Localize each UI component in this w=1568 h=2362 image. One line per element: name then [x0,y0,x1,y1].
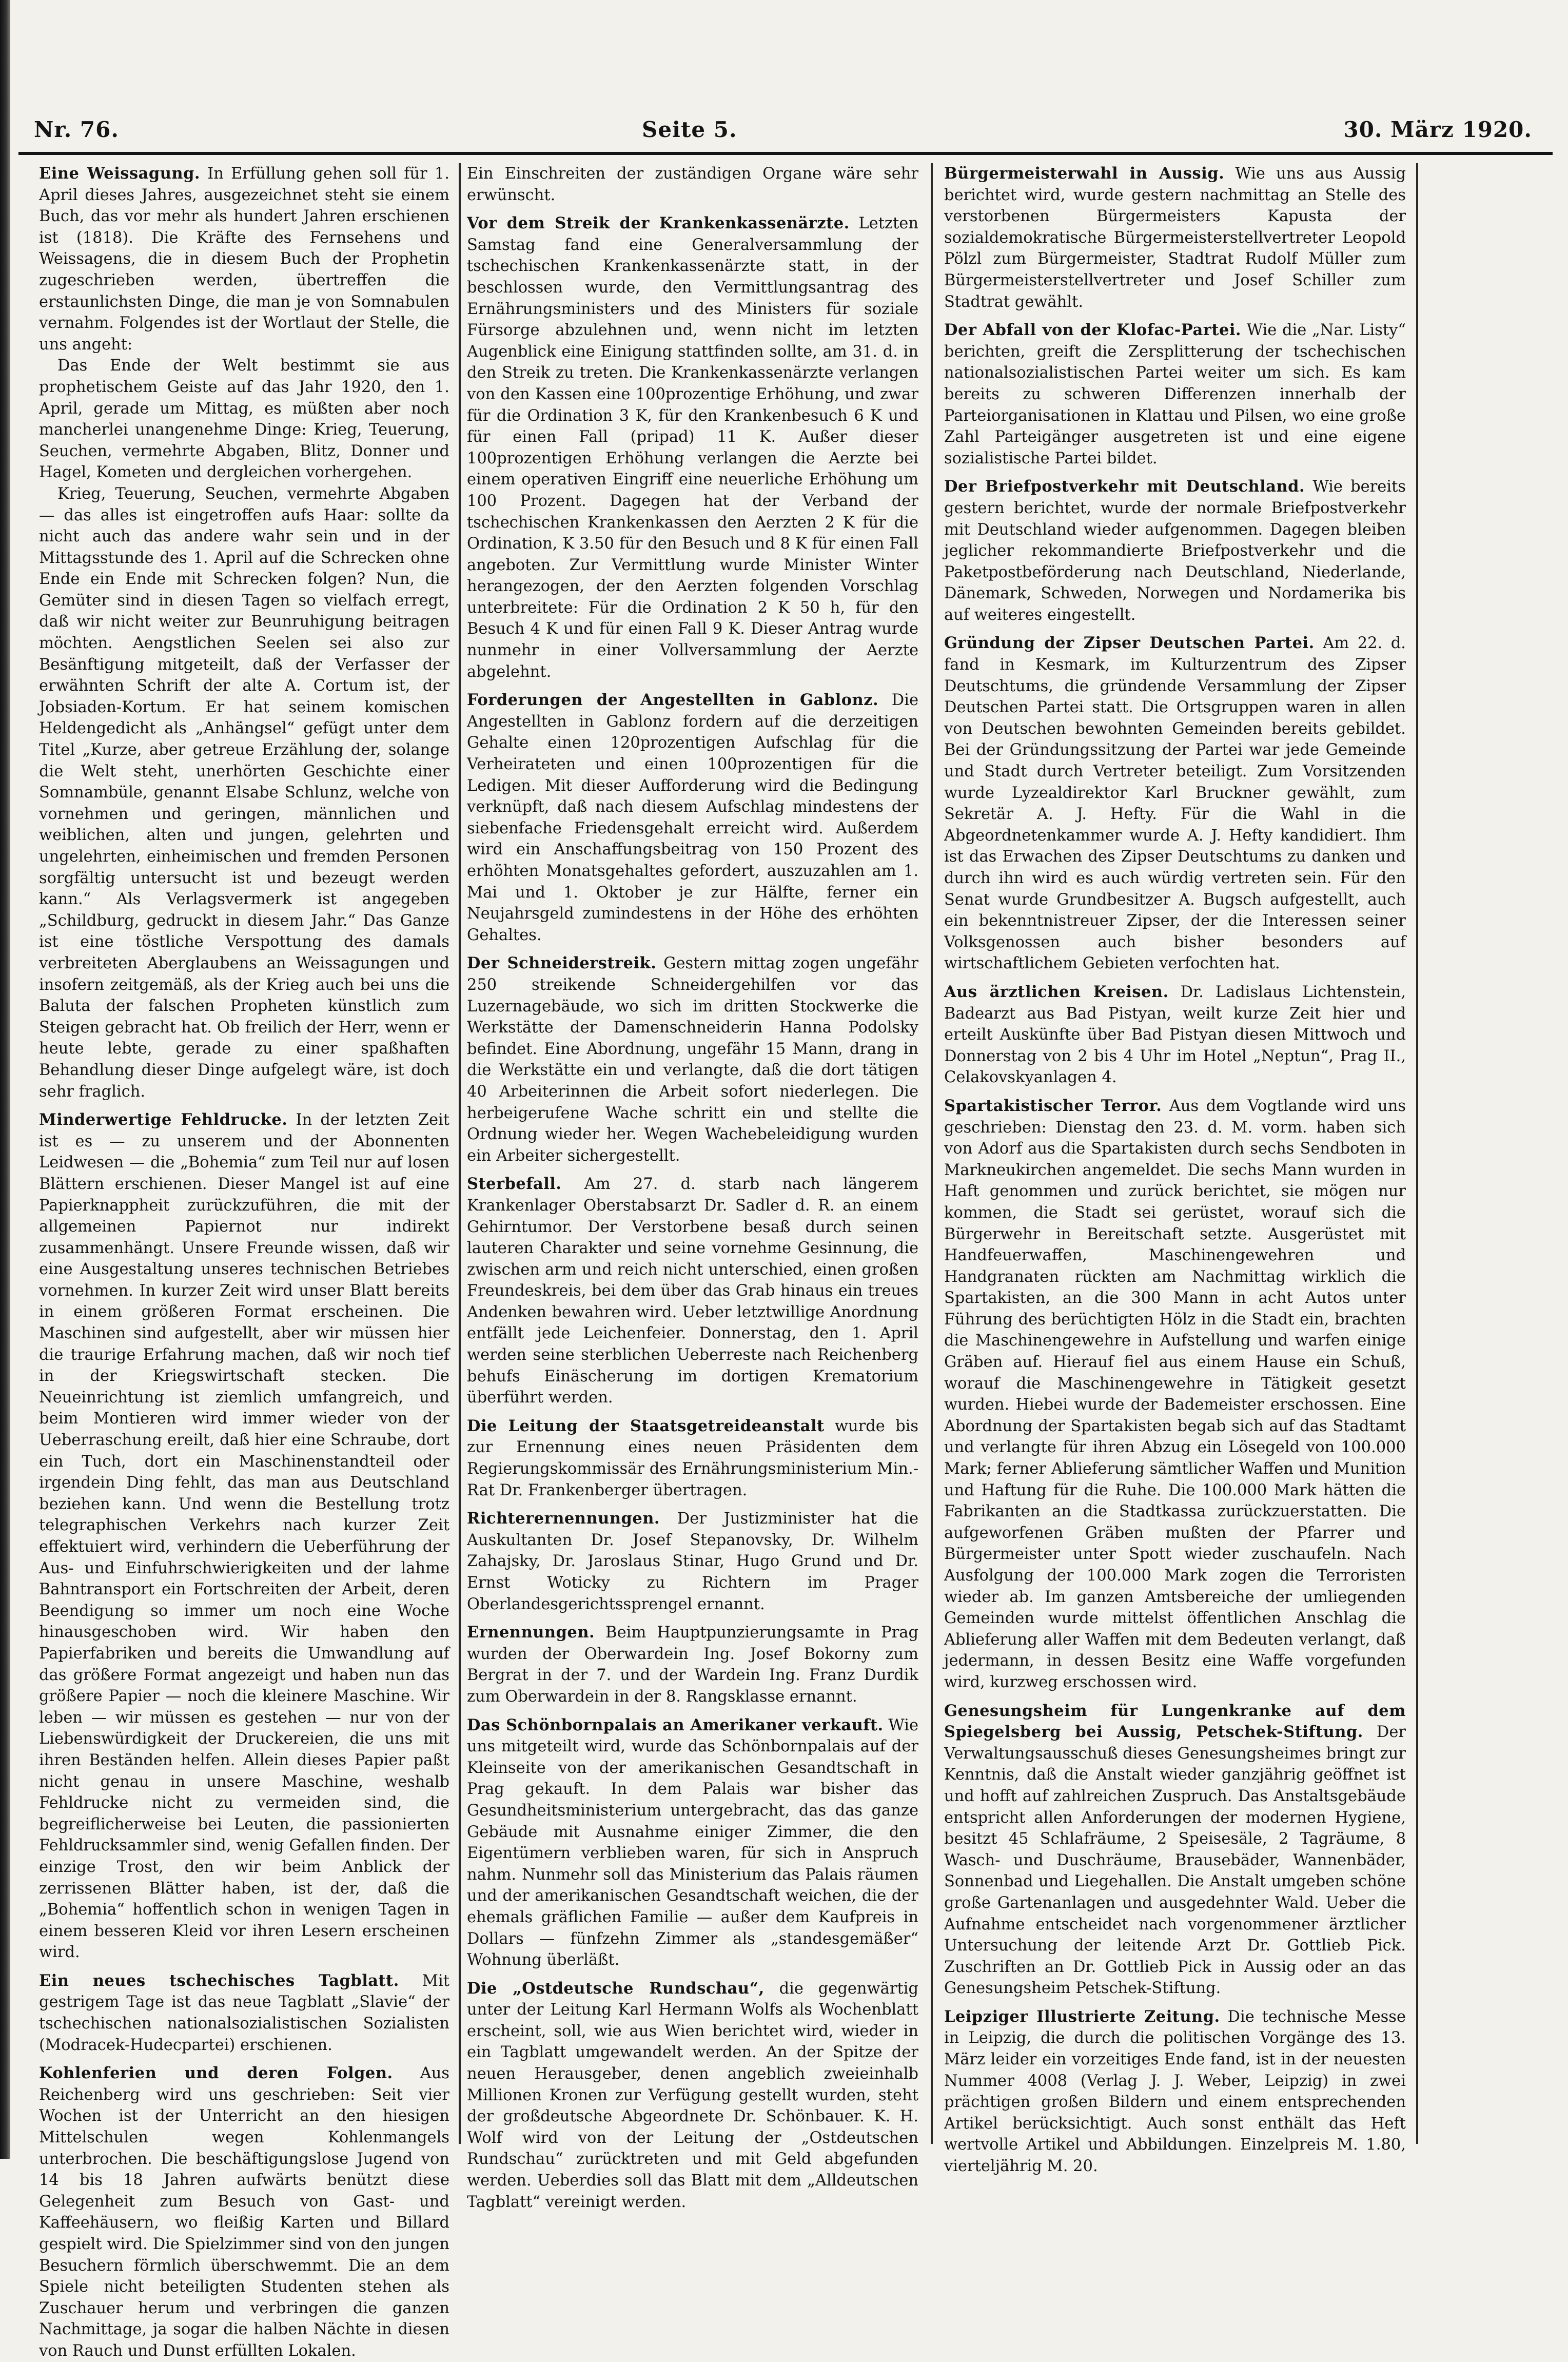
article-paragraph [39,163,449,355]
column-rule [1416,163,1418,2144]
article-text: Mit gestrigem Tage ist das neue Tagblatt „Slavie“ der tschechischen nationalsozialistischen Sozialisten (Modracek-Hudecpartei) erschienen. [39,1971,449,2054]
article-text: Ein Einschreiten der zuständigen Organe wäre sehr erwünscht. [467,165,918,204]
article-paragraph [944,163,1406,313]
article-headline: Die Leitung der Staatsgetreideanstalt [467,1416,825,1435]
article-headline: Leipziger Illustrierte Zeitung. [944,2007,1220,2026]
binding-edge [0,0,10,2159]
article-headline: Aus ärztlichen Kreisen. [944,982,1169,1001]
article-headline: Spartakistischer Terror. [944,1096,1162,1115]
article [467,163,918,206]
article-headline: Sterbefall. [467,1175,562,1194]
article-text: Aus Reichenberg wird uns geschrieben: Seit vier Wochen ist der Unterricht an den hiesigen Mittelschulen wegen Kohlenmangels unterbrochen. Die beschäftigungslose Jugend von 14 bis 18 Jahren aufwärts benützt diese Gelegenheit zum Besuch von Gast- und Kaffeehäusern, wo fleißig Karten und Billard gespielt wird. Die Spielzimmer sind von den jungen Besuchern förmlich überschwemmt. Die an dem Spiele nicht beteiligten Studenten stehen als Zuschauer herum und verbringen die ganzen Nachmittage, ja sogar die halben Nächte in diesen von Rauch und Dunst erfüllten Lokalen. [39,2064,449,2360]
article-headline: Eine Weissagung. [39,164,201,183]
article-headline: Der Schneiderstreik. [467,954,657,973]
article-paragraph [944,476,1406,626]
article-headline: Forderungen der Angestellten in Gablonz. [467,691,879,710]
article-paragraph [944,633,1406,974]
article [467,1508,918,1615]
page-number: Seite 5. [642,117,737,142]
article [944,1701,1406,1999]
article-paragraph [39,355,449,483]
article-headline: Bürgermeisterwahl in Aussig. [944,164,1225,183]
article-text: Beim Hauptpunzierungsamte in Prag wurden der Oberwardein Ing. Josef Bokorny zum Bergrat in der 7. und der Wardein Ing. Franz Durdik zum Oberwardein in der 8. Rangsklasse ernannt. [467,1624,918,1706]
article [467,1622,918,1707]
column-2 [467,163,918,2211]
columns [18,163,1553,2360]
article-text: Gestern mittag zogen ungefähr 250 streikende Schneidergehilfen vor das Luzernagebäude, wo sich im dritten Stockwerke die Werkstätte der Damenschneiderin Hanna Podolsky befindet. Eine Abordnung, ungefähr 15 Mann, drang in die Werkstätte ein und verlangte, daß die dort tätigen 40 Arbeiterinnen die Arbeit sofort niederlegen. Die herbeigerufene Wache schritt ein und stellte die Ordnung wieder her. Wegen Wachebeleidigung wurden ein Arbeiter sichergestellt. [467,954,918,1165]
column-4 [1426,163,1553,2144]
article [467,953,918,1166]
article-text: Am 27. d. starb nach längerem Krankenlager Oberstabsarzt Dr. Sadler d. R. an einem Gehirntumor. Der Verstorbene besaß durch seinen lauteren Charakter und seine vornehme Gesinnung, die zwischen arm und reich nicht unterschied, einen großen Freundeskreis, bei dem über das Grab hinaus ein treues Andenken bewahren wird. Ueber letztwillige Anordnung entfällt jede Leichenfeier. Donnerstag, den 1. April werden seine sterblichen Ueberreste nach Reichenberg behufs Einäscherung im dortigen Krematorium überführt werden. [467,1175,918,1407]
article-paragraph [944,1096,1406,1693]
article [944,1096,1406,1693]
article [467,1978,918,2213]
article-text: Am 22. d. fand in Kesmark, im Kulturzentrum des Zipser Deutschtums, die gründende Versammlung der Zipser Deutschen Partei statt. Die Ortsgruppen waren in allen von Deutschen bewohnten Gemeinden bereits gebildet. Bei der Gründungssitzung der Partei war jede Gemeinde und Stadt durch Vertreter beteiligt. Zum Vorsitzenden wurde Lyzealdirektor Karl Bruckner gewählt, zum Sekretär A. J. Hefty. Für die Wahl in die Abgeordnetenkammer wurde A. J. Hefty kandidiert. Ihm ist das Erwachen des Zipser Deutschtums zu danken und durch ihn wird es auch würdig vertreten sein. Für den Senat wurde Grundbesitzer A. Bugsch aufgestellt, auch ein bekenntnistreuer Zipser, der die Interessen seiner Volksgenossen auch bisher besonders auf wirtschaftlichem Gebieten verfochten hat. [944,634,1406,973]
article-text: Wie bereits gestern berichtet, wurde der normale Briefpostverkehr mit Deutschland wieder aufgenommen. Dagegen bleiben jeglicher rekommandierte Briefpostverkehr und die Paketpostbeförderung nach Deutschland, Niederlande, Dänemark, Schweden, Norwegen und Nordamerika bis auf weiteres eingestellt. [944,478,1406,624]
article [39,1970,449,2056]
article-paragraph [944,1701,1406,1999]
article-headline: Richterernennungen. [467,1509,660,1528]
article [467,1174,918,1409]
article-paragraph [467,1622,918,1707]
article-paragraph [944,320,1406,469]
column-1 [39,163,450,2360]
article-paragraph [467,1715,918,1971]
article-text: Der Justizminister hat die Auskultanten Dr. Josef Stepanovsky, Dr. Wilhelm Zahajsky, Dr. Jaroslaus Stinar, Hugo Grund und Dr. Ernst Woticky zu Richtern im Prager Oberlandesgerichtssprengel ernannt. [467,1510,918,1613]
article-text: Letzten Samstag fand eine Generalversammlung der tschechischen Krankenkassenärzte statt, in der beschlossen wurde, den Vermittlungsantrag des Ernährungsministers und des Ministers für soziale Fürsorge abzulehnen und, wenn nicht im letzten Augenblick eine Einigung stattfinden sollte, am 31. d. in den Streik zu treten. Die Krankenkassenärzte verlangen von den Kassen eine 100prozentige Erhöhung, und zwar für die Ordination 3 K, für den Krankenbesuch 6 K und für einen Fall (pripad) 11 K. Außer dieser 100prozentigen Erhöhung verlangen die Aerzte bei einem operativen Eingriff eine neuerliche Erhöhung um 100 Prozent. Dagegen hat der Verband der tschechischen Krankenkassen den Aerzten 2 K für die Ordination, K 3.50 für den Besuch und 8 K für einen Fall angeboten. Zur Vermittlung wurde Minister Winter herangezogen, der den Aerzten folgenden Vorschlag unterbreitete: Für die Ordination 2 K 50 h, für den Besuch 4 K und für einen Fall 9 K. Dieser Antrag wurde nunmehr in einer Vollversammlung der Aerzte abgelehnt. [467,214,918,681]
article-headline: Genesungsheim für Lungenkranke auf dem Spiegelsberg bei Aussig, Petschek-Stiftung. [944,1701,1406,1742]
article [39,163,449,1102]
column-rule [931,163,933,2144]
article-text: Wie die „Nar. Listy“ berichten, greift die Zersplitterung der tschechischen nationalsozialistischen Partei weiter um sich. Es kam bereits zu schweren Differenzen innerhalb der Parteiorganisationen in Klattau und Pilsen, wo eine große Zahl Parteigänger ausgetreten ist und eine eigene sozialistische Partei bildet. [944,321,1406,467]
article [944,633,1406,974]
article-paragraph [39,1109,449,1963]
article-text: Die Angestellten in Gablonz fordern auf die derzeitigen Gehalte einen 120prozentigen Aufschlag für die Verheirateten und einen 100prozentigen für die Ledigen. Mit dieser Aufforderung wird die Bedingung verknüpft, daß nach diesem Aufschlag mindestens der siebenfache Friedensgehalt erreicht wird. Außerdem wird ein Anschaffungsbeitrag von 150 Prozent des erhöhten Monatsgehaltes gefordert, auszuzahlen am 1. Mai und 1. Oktober je zur Hälfte, ferner ein Neujahrsgeld zumindestens in der Höhe des erhöhten Gehaltes. [467,691,918,944]
article-paragraph [39,483,449,1102]
article-text: Wie uns aus Aussig berichtet wird, wurde gestern nachmittag an Stelle des verstorbenen Bürgermeisters Kapusta der sozialdemokratische Bürgermeisterstellvertreter Leopold Pölzl zum Bürgermeister, Stadtrat Rudolf Müller zum Bürgermeisterstellvertreter und Josef Schiller zum Stadtrat gewählt. [944,165,1406,311]
article-text: Krieg, Teuerung, Seuchen, vermehrte Abgaben — das alles ist eingetroffen aufs Haar: sollte da nicht auch das andere wahr sein und in der Mittagsstunde des 1. April auf die Schrecken ohne Ende ein Ende mit Schrecken folgen? Nun, die Gemüter sind in diesen Tagen so vielfach erregt, daß wir nicht weiter zur Beunruhigung beitragen möchten. Aengstlichen Seelen sei also zur Besänftigung mitgeteilt, daß der Verfasser der erwähnten Schrift der alte A. Cortum ist, der Jobsiaden-Kortum. Er hat seinem komischen Heldengedicht als „Anhängsel“ gefügt unter dem Titel „Kurze, aber getreue Erzählung der, solange die Welt steht, unerhörten Geschichte einer Somnambüle, genannt Elsabe Schlunz, welche von vornehmen und geringen, männlichen und weiblichen, alten und jungen, gelehrten und ungelehrten, einheimischen und fremden Personen sorgfältig untersucht ist und bezeugt werden kann.“ Als Verlagsvermerk ist angegeben „Schildburg, gedruckt in diesem Jahr.“ Das Ganze ist eine töstliche Verspottung des damals verbreiteten Aberglaubens an Weissagungen und insofern zeitgemäß, als der Krieg auch bei uns die Baluta der falschen Propheten künstlich zum Steigen gebracht hat. Ob freilich der Herr, wenn er heute lebte, gerade zu einer spaßhaften Behandlung dieser Dinge aufgelegt wäre, ist doch sehr fraglich. [39,484,449,1101]
article [944,163,1406,313]
article [467,1416,918,1501]
column-rule [459,163,461,2144]
header-rule [18,152,1553,155]
article-paragraph [944,2006,1406,2177]
article-text: Dr. Ladislaus Lichtenstein, Badearzt aus Bad Pistyan, weilt kurze Zeit hier und erteilt Auskünfte über Bad Pistyan diesen Mittwoch und Donnerstag von 2 bis 4 Uhr im Hotel „Neptun“, Prag II., Celakovskyanlagen 4. [944,983,1406,1087]
article [39,2063,449,2361]
article-headline: Der Briefpostverkehr mit Deutschland. [944,477,1305,496]
article-headline: Ernennungen. [467,1623,595,1642]
article-text: Wie uns mitgeteilt wird, wurde das Schönbornpalais auf der Kleinseite von der amerikanischen Gesandtschaft in Prag gekauft. In dem Palais war bisher das Gesundheitsministerium untergebracht, das das ganze Gebäude mit Ausnahme einiger Zimmer, die den Eigentümern verblieben waren, für sich in Anspruch nahm. Nunmehr soll das Ministerium das Palais räumen und der amerikanischen Gesandtschaft weichen, die der ehemals gräflichen Familie — außer dem Kaufpreis in Dollars — fünfzehn Zimmer als „standesgemäßer“ Wohnung überläßt. [467,1716,918,1969]
article-text: Der Verwaltungsausschuß dieses Genesungsheimes bringt zur Kenntnis, daß die Anstalt wieder ganzjährig geöffnet ist und hofft auf zahlreichen Zuspruch. Das Anstaltsgebäude entspricht allen Anforderungen der modernen Hygiene, besitzt 45 Schlafräume, 2 Speisesäle, 2 Tagräume, 8 Wasch- und Duschräume, Brausebäder, Wannenbäder, Sonnenbad und Liegehallen. Die Anstalt umgeben schöne große Gartenanlagen und ausgedehnter Wald. Ueber die Aufnahme entscheidet nach vorgenommener ärztlicher Untersuchung der leitende Arzt Dr. Gottlieb Pick. Zuschriften an Dr. Gottlieb Pick in Aussig oder an das Genesungsheim Petschek-Stiftung. [944,1723,1406,1998]
article [944,320,1406,469]
column-3 [944,163,1406,2176]
article-paragraph [467,1508,918,1615]
article-paragraph [467,163,918,206]
article-paragraph [944,982,1406,1088]
article-text: In Erfüllung gehen soll für 1. April dieses Jahres, ausgezeichnet steht sie einem Buch, das vor mehr als hundert Jahren erschienen ist (1818). Die Kräfte des Fernsehens und Weissagens, die in diesem Buch der Prophetin zugeschrieben werden, übertreffen die erstaunlichsten Dinge, die man je von Somnabulen vernahm. Folgendes ist der Wortlaut der Stelle, die uns angeht: [39,165,450,354]
article [944,2006,1406,2177]
article-text: Das Ende der Welt bestimmt sie aus prophetischem Geiste auf das Jahr 1920, den 1. April, gerade um Mittag, es müßten aber noch mancherlei unangenehme Dinge: Krieg, Teuerung, Seuchen, vermehrte Abgaben, Blitz, Donner und Hagel, Kometen und dergleichen vorhergehen. [39,357,449,482]
article-headline: Das Schönbornpalais an Amerikaner verkauft. [467,1715,884,1734]
article-paragraph [467,1174,918,1409]
article-headline: Minderwertige Fehldrucke. [39,1110,288,1129]
article-paragraph [467,1416,918,1501]
article-headline: Ein neues tschechisches Tagblatt. [39,1971,399,1990]
article-text: Aus dem Vogtlande wird uns geschrieben: Dienstag den 23. d. M. vorm. haben sich von Adorf aus die Spartakisten durch sechs Sendboten in Markneukirchen angemeldet. Die sechs Mann wurden in Haft genommen und zurück berichtet, sie mögen nur kommen, die Stadt sei gerüstet, worauf sich die Bürgerwehr in Bereitschaft setzte. Ausgerüstet mit Handfeuerwaffen, Maschinengewehren und Handgranaten rückten am Nachmittag wirklich die Spartakisten, an die 300 Mann in acht Autos unter Führung des berüchtigten Hölz in die Stadt ein, brachten die Maschinengewehre in Aufstellung und warfen einige Gräben auf. Hierauf fiel aus einem Hause ein Schuß, worauf die Maschinengewehre in Tätigkeit gesetzt wurden. Hiebei wurde der Bademeister erschossen. Eine Abordnung der Spartakisten begab sich auf das Stadtamt und verlangte für ihren Abzug ein Lösegeld von 100.000 Mark; ferner Ablieferung sämtlicher Waffen und Munition und Haftung für die Ruhe. Die 100.000 Mark hätten die Fabrikanten an die Stadtkassa zurückzuerstatten. Die aufgeworfenen Gräben mußten der Pfarrer und Bürgermeister unter Spott wieder zuschaufeln. Nach Ausfolgung der 100.000 Mark zogen die Terroristen wieder ab. Im ganzen Amtsbereiche der umliegenden Gemeinden wurde mittelst öffentlichen Anschlag die Ablieferung aller Waffen mit dem Bedeuten verlangt, daß jedermann, in dessen Besitz eine Waffe vorgefunden wird, kurzweg erschossen wird. [944,1097,1406,1691]
article-text: Die technische Messe in Leipzig, die durch die politischen Vorgänge des 13. März leider ein vorzeitiges Ende fand, ist in der neuesten Nummer 4008 (Verlag J. J. Weber, Leipzig) in zwei prächtigen großen Bildern und einem entsprechenden Artikel berücksichtigt. Auch sonst enthält das Heft wertvolle Artikel und Abbildungen. Einzelpreis M. 1.80, vierteljährig M. 20. [944,2007,1406,2176]
article [467,213,918,682]
article-headline: Der Abfall von der Klofac-Partei. [944,321,1242,340]
newspaper-page [18,0,1553,2360]
article [944,476,1406,626]
article-paragraph [467,213,918,682]
article [944,982,1406,1088]
article-headline: Vor dem Streik der Krankenkassenärzte. [467,214,850,233]
article-paragraph [467,953,918,1166]
article-text: die gegenwärtig unter der Leitung Karl Hermann Wolfs als Wochenblatt erscheint, soll, wie aus Wien berichtet wird, wieder in ein Tagblatt umgewandelt werden. An der Spitze der neuen Herausgeber, denen angeblich zweieinhalb Millionen Kronen zur Verfügung gestellt wurden, steht der großdeutsche Abgeordnete Dr. Schönbauer. K. H. Wolf wird von der Leitung der „Ostdeutschen Rundschau“ zurücktreten und mit Geld abgefunden werden. Ueberdies soll das Blatt mit dem „Alldeutschen Tagblatt“ vereinigt werden. [467,1979,918,2211]
article-text: In der letzten Zeit ist es — zu unserem und der Abonnenten Leidwesen — die „Bohemia“ zum Teil nur auf losen Blättern erschienen. Dieser Mangel ist auf eine Papierknappheit zurückzuführen, die mit der allgemeinen Papiernot nur indirekt zusammenhängt. Unsere Freunde wissen, daß wir eine Ausgestaltung unseres technischen Betriebes vornehmen. In kurzer Zeit wird unser Blatt bereits in einem größeren Format erscheinen. Die Maschinen sind aufgestellt, aber wir müssen hier die traurige Erfahrung machen, daß wir noch tief in der Kriegswirtschaft stecken. Die Neueinrichtung ist ziemlich umfangreich, und beim Montieren wird immer wieder von der Ueberraschung ereilt, daß hier eine Schraube, dort ein Tuch, dort ein Maschinenstandteil oder irgendein Ding fehlt, das man aus Deutschland beziehen kann. Und wenn die Bestellung trotz telegraphischen Verkehrs nach kurzer Zeit effektuiert wird, verhindern die Ueberführung der Aus- und Einfuhrschwierigkeiten und der lahme Bahntransport ein Fortschreiten der Arbeit, deren Beendigung so immer um noch eine Woche hinausgeschoben wird. Wir haben den Papierfabriken und bereits die Umwandlung auf das größere Format angezeigt und haben nun das größere Papier — noch die kleinere Maschine. Wir leben — wir müssen es gestehen — nur von der Liebenswürdigkeit der Druckereien, die uns mit ihren Beständen helfen. Allein dieses Papier paßt nicht genau in unsere Maschine, weshalb Fehldrucke nicht zu vermeiden sind, die begreiflicherweise bei Leuten, die passionierten Fehldrucksammler sind, wenig Gefallen finden. Der einzige Trost, den wir beim Anblick der zerrissenen Blätter haben, ist der, daß die „Bohemia“ hoffentlich schon in wenigen Tagen in einem besseren Kleid vor ihren Lesern erscheinen wird. [39,1111,450,1962]
issue-date: 30. März 1920. [1343,117,1532,142]
article-text: wurde bis zur Ernennung eines neuen Präsidenten dem Regierungskommissär des Ernährungsministerium Min.-Rat Dr. Frankenberger übertragen. [467,1417,918,1499]
page-header [18,117,1553,150]
article-paragraph [467,690,918,946]
article-paragraph [39,2063,449,2361]
article-paragraph [467,1978,918,2213]
article-headline: Gründung der Zipser Deutschen Partei. [944,634,1315,653]
article-headline: Kohlenferien und deren Folgen. [39,2064,393,2083]
article-headline: Die „Ostdeutsche Rundschau“, [467,1979,765,1998]
article [467,1715,918,1971]
article-paragraph [39,1970,449,2056]
article [39,1109,449,1963]
article [467,690,918,946]
issue-number: Nr. 76. [34,117,119,142]
